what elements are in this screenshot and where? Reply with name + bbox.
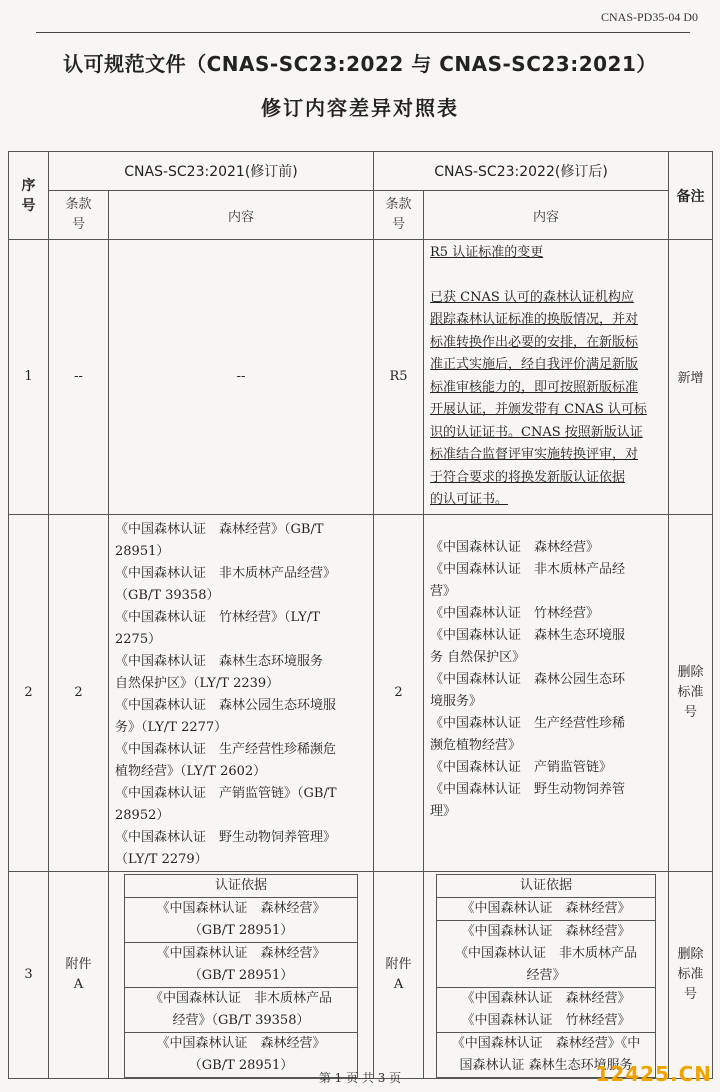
row2-old-line: 《中国森林认证 非木质林产品经营》: [115, 565, 337, 581]
header-row-1: [9, 152, 713, 191]
row2-old-line: 《中国森林认证 产销监管链》（GB/T: [115, 785, 337, 801]
new-basis-cell-line: 《中国森林认证 非木质林产品: [455, 945, 638, 961]
row2-old-line: 植物经营》（LY/T 2602）: [115, 763, 267, 779]
row2-old-line: 《中国森林认证 竹林经营》（LY/T: [115, 609, 320, 625]
row1-old-content: --: [109, 240, 374, 515]
remark-header: 备注: [669, 152, 713, 240]
row1-content-line: 的认可证书。: [430, 492, 509, 507]
new-basis-cell-line: 《中国森林认证 竹林经营》: [461, 1012, 631, 1028]
row1-content-line: 标准审核能力的，即可按照新版标准: [430, 379, 639, 395]
new-content-header: 内容: [424, 191, 669, 240]
row2-old-line: 《中国森林认证 野生动物饲养管理》: [115, 829, 337, 845]
old-basis-cell-line: 《中国森林认证 森林经营》: [156, 900, 326, 916]
row1-content-line: 标准结合监督评审实施转换评审，对: [430, 447, 639, 462]
row1-old-clause: --: [49, 240, 109, 515]
row2-new-line: 境服务》: [430, 693, 483, 709]
row2-remark-char: 删除: [677, 664, 704, 680]
row2-old-line: 自然保护区》（LY/T 2239）: [115, 675, 280, 691]
row3-old-clause-char: 附件: [65, 956, 92, 972]
page-subtitle: 修订内容差异对照表: [261, 96, 459, 120]
old-clause-header: [49, 191, 109, 240]
new-basis-cell-line: 经营》: [526, 967, 566, 983]
row2-old-line: （LY/T 2279）: [115, 851, 208, 867]
row2-new-line: 《中国森林认证 野生动物饲养管: [430, 781, 626, 797]
page-number: 第 1 页 共 3 页: [318, 1071, 402, 1085]
row2-old-line: 《中国森林认证 森林生态环境服务: [115, 653, 324, 669]
row2-old-line: 务》（LY/T 2277）: [115, 719, 228, 735]
row2-old-line: 《中国森林认证 森林经营》（GB/T: [115, 521, 324, 537]
seq-header-char: 号: [21, 197, 36, 214]
row3-new-content: [424, 871, 669, 1078]
row2-old-line: 28951）: [115, 543, 170, 559]
new-basis-header: 认证依据: [437, 874, 656, 897]
seq-header: [9, 152, 49, 240]
row2-seq: 2: [9, 514, 49, 871]
row1-new-clause: R5: [374, 240, 424, 515]
row2-old-line: 2275）: [115, 631, 162, 647]
row3-new-clause-char: A: [393, 976, 404, 992]
row2-new-line: 《中国森林认证 森林经营》: [430, 539, 600, 555]
row1-content-line: 标准转换作出必要的安排，在新版标: [430, 334, 639, 350]
row3-new-clause-char: 附件: [385, 956, 412, 972]
row3-old-clause-char: A: [73, 976, 84, 992]
page-title: 认可规范文件（CNAS-SC23:2022 与 CNAS-SC23:2021）: [63, 52, 657, 76]
row2-old-line: 《中国森林认证 生产经营性珍稀濒危: [115, 741, 337, 757]
row1-seq: 1: [9, 240, 49, 515]
row3-remark: [669, 871, 713, 1078]
comparison-table: [8, 151, 713, 1079]
row2-new-line: 《中国森林认证 非木质林产品经: [430, 561, 626, 577]
new-basis-cell-line: 《中国森林认证 森林经营》《中: [451, 1035, 641, 1051]
row2-remark-char: 标准: [677, 684, 704, 700]
old-basis-cell-line: 《中国森林认证 森林经营》: [156, 945, 326, 961]
row1-content-line: 于符合要求的将换发新版认证依据: [430, 469, 626, 485]
row1-remark: 新增: [669, 240, 713, 515]
old-basis-cell: [125, 897, 358, 942]
old-basis-table: [124, 874, 358, 1078]
row1-content-line: 已获 CNAS 认可的森林认证机构应: [430, 289, 634, 305]
new-basis-table: [436, 874, 656, 1078]
table-row-3: [9, 871, 713, 1078]
row1-new-content: [424, 240, 669, 515]
clause-header-char: 号: [71, 217, 85, 232]
clause-header-char: 号: [392, 217, 406, 232]
row2-new-line: 营》: [430, 583, 457, 599]
row1-content-line: 识的认证证书。CNAS 按照新版认证: [430, 424, 643, 440]
old-basis-cell: [125, 987, 358, 1032]
new-basis-cell: [437, 920, 656, 987]
document-id: CNAS-PD35-04 D0: [600, 10, 698, 24]
row2-new-line: 《中国森林认证 森林生态环境服: [430, 627, 626, 643]
row3-old-clause: [49, 871, 109, 1078]
new-basis-cell-line: 《中国森林认证 森林经营》: [461, 900, 631, 916]
clause-header-char: 条款: [385, 197, 412, 212]
watermark-logo: 12425.CN: [595, 1062, 712, 1086]
table-row-2: [9, 514, 713, 871]
row2-new-line: 务 自然保护区》: [430, 649, 526, 665]
clause-header-char: 条款: [65, 197, 92, 212]
row2-old-line: （GB/T 39358）: [115, 587, 220, 603]
new-basis-cell: [437, 987, 656, 1032]
row2-old-line: 28952）: [115, 807, 170, 823]
new-basis-cell: [437, 897, 656, 920]
row2-new-line: 《中国森林认证 生产经营性珍稀: [430, 715, 626, 731]
new-clause-header: [374, 191, 424, 240]
old-basis-cell-line: （GB/T 28951）: [188, 967, 294, 983]
row3-old-content: [109, 871, 374, 1078]
row3-remark-char: 标准: [677, 966, 704, 982]
row3-remark-char: 删除: [677, 946, 704, 962]
old-content-header: 内容: [109, 191, 374, 240]
row2-old-line: 《中国森林认证 森林公园生态环境服: [115, 697, 337, 713]
row2-new-line: 濒危植物经营》: [430, 737, 522, 753]
new-basis-cell-line: 《中国森林认证 森林经营》: [461, 990, 631, 1006]
old-basis-cell: [125, 942, 358, 987]
row2-remark: [669, 514, 713, 871]
header-row-2: [9, 191, 713, 240]
before-header: CNAS-SC23:2021(修订前): [49, 152, 374, 191]
old-basis-cell-line: 《中国森林认证 非木质林产品: [149, 990, 332, 1006]
row2-new-line: 《中国森林认证 森林公园生态环: [430, 671, 626, 687]
row1-new-title: R5 认证标准的变更: [430, 245, 544, 260]
row2-new-content: [424, 514, 669, 871]
seq-header-char: 序: [21, 177, 36, 194]
row2-new-line: 《中国森林认证 竹林经营》: [430, 605, 600, 621]
row2-remark-char: 号: [684, 704, 698, 720]
old-basis-header: 认证依据: [125, 874, 358, 897]
row2-new-line: 理》: [430, 803, 457, 819]
new-basis-cell-line: 国森林认证 森林生态环境服务: [459, 1057, 633, 1073]
row3-new-clause: [374, 871, 424, 1078]
old-basis-cell-line: （GB/T 28951）: [188, 1057, 294, 1073]
row1-content-line: 准正式实施后，经自我评价满足新版: [430, 357, 639, 372]
row1-content-line: 开展认证，并颁发带有 CNAS 认可标: [430, 402, 647, 417]
row2-old-content: [109, 514, 374, 871]
table-row-1: [9, 240, 713, 515]
row2-new-line: 《中国森林认证 产销监管链》: [430, 759, 613, 775]
header-rule: [36, 32, 690, 33]
row1-content-line: 跟踪森林认证标准的换版情况，并对: [430, 312, 639, 327]
row3-remark-char: 号: [684, 986, 698, 1002]
new-basis-cell-line: 《中国森林认证 森林经营》: [461, 923, 631, 939]
old-basis-cell-line: （GB/T 28951）: [188, 922, 294, 938]
old-basis-cell-line: 经营》（GB/T 39358）: [172, 1012, 310, 1028]
row2-new-clause: 2: [374, 514, 424, 871]
after-header: CNAS-SC23:2022(修订后): [374, 152, 669, 191]
old-basis-cell-line: 《中国森林认证 森林经营》: [156, 1035, 326, 1051]
row3-seq: 3: [9, 871, 49, 1078]
row2-old-clause: 2: [49, 514, 109, 871]
